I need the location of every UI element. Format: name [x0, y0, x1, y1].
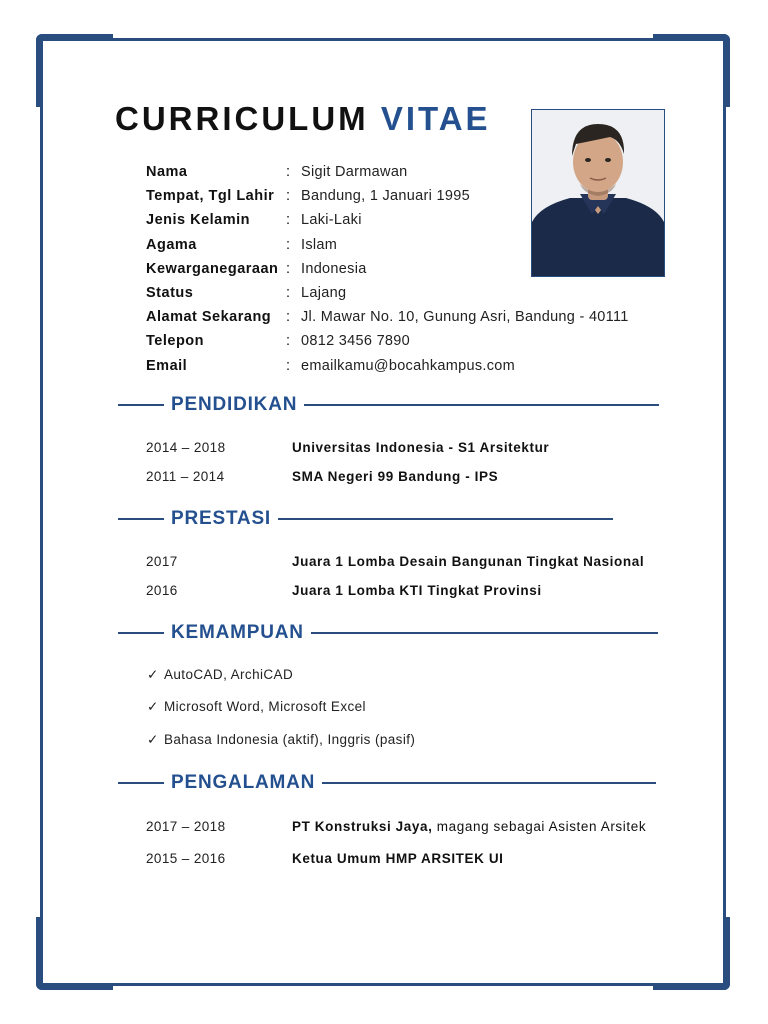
entry-organization: PT Konstruksi Jaya, [292, 819, 433, 834]
frame-corner-bottom-left [36, 917, 113, 990]
info-colon: : [286, 164, 291, 181]
info-label: Kewarganegaraan [146, 260, 279, 277]
entry-period: 2017 – 2018 [146, 819, 226, 834]
education-entry [146, 469, 498, 484]
section-heading-pendidikan [118, 394, 659, 416]
experience-entry [146, 851, 504, 866]
info-row-tempat-tgl-lahir [146, 184, 686, 208]
title-accent: VITAE [380, 100, 491, 137]
skill-item [147, 699, 366, 715]
info-colon: : [286, 212, 291, 229]
entry-description [292, 819, 646, 834]
info-row-status [146, 281, 686, 305]
frame-corner-top-right [653, 34, 730, 107]
entry-period: 2014 – 2018 [146, 440, 226, 455]
info-value: Sigit Darmawan [301, 164, 408, 181]
check-icon: ✓ [147, 732, 159, 747]
info-label: Telepon [146, 333, 205, 350]
info-value: Jl. Mawar No. 10, Gunung Asri, Bandung - 40111 [301, 309, 629, 326]
info-colon: : [286, 260, 291, 277]
personal-info [146, 160, 686, 378]
frame-line-left [40, 94, 42, 930]
entry-description: Universitas Indonesia - S1 Arsitektur [292, 440, 550, 455]
entry-role: magang sebagai Asisten Arsitek [432, 819, 647, 834]
heading-rule [311, 632, 658, 634]
achievement-entry [146, 554, 644, 569]
info-colon: : [286, 309, 291, 326]
entry-description: Juara 1 Lomba Desain Bangunan Tingkat Nasional [292, 554, 645, 569]
info-row-alamat [146, 305, 686, 329]
info-row-email [146, 354, 686, 378]
info-colon: : [286, 285, 291, 302]
entry-period: 2017 [146, 554, 178, 569]
heading-rule [118, 404, 164, 406]
entry-period: 2015 – 2016 [146, 851, 226, 866]
heading-rule [118, 518, 164, 520]
check-icon: ✓ [147, 699, 159, 714]
info-label: Agama [146, 236, 197, 253]
info-row-jenis-kelamin [146, 208, 686, 232]
info-value: emailkamu@bocahkampus.com [301, 357, 516, 374]
entry-period: 2016 [146, 583, 178, 598]
section-heading-kemampuan [118, 622, 658, 644]
heading-rule [322, 782, 656, 784]
section-heading-pengalaman [118, 772, 656, 794]
check-icon: ✓ [147, 667, 159, 682]
info-value: Laki-Laki [301, 212, 362, 229]
info-value: Islam [301, 236, 338, 253]
entry-period: 2011 – 2014 [146, 469, 225, 484]
info-colon: : [286, 188, 291, 205]
frame-corner-bottom-right [653, 917, 730, 990]
heading-rule [304, 404, 659, 406]
experience-entry [146, 819, 646, 834]
achievement-entry [146, 583, 542, 598]
section-title: PRESTASI [171, 508, 272, 529]
info-value: 0812 3456 7890 [301, 333, 411, 350]
info-row-telepon [146, 329, 686, 353]
entry-organization: Ketua Umum HMP ARSITEK UI [292, 851, 504, 866]
section-title: KEMAMPUAN [171, 622, 304, 643]
skill-text: Bahasa Indonesia (aktif), Inggris (pasif) [164, 732, 416, 747]
info-row-kewarganegaraan [146, 257, 686, 281]
frame-corner-top-left [36, 34, 113, 107]
info-label: Jenis Kelamin [146, 212, 251, 229]
heading-rule [118, 782, 164, 784]
info-value: Bandung, 1 Januari 1995 [301, 188, 470, 205]
info-label: Email [146, 357, 188, 374]
frame-line-top [106, 38, 660, 40]
info-colon: : [286, 236, 291, 253]
info-colon: : [286, 333, 291, 350]
info-label: Alamat Sekarang [146, 309, 272, 326]
entry-description: Juara 1 Lomba KTI Tingkat Provinsi [292, 583, 542, 598]
heading-rule [278, 518, 613, 520]
info-colon: : [286, 357, 291, 374]
section-title: PENGALAMAN [171, 772, 316, 793]
info-label: Nama [146, 164, 188, 181]
entry-description [292, 851, 504, 866]
skill-item [147, 732, 415, 748]
entry-description: SMA Negeri 99 Bandung - IPS [292, 469, 499, 484]
skill-text: Microsoft Word, Microsoft Excel [164, 699, 366, 714]
frame-line-right [724, 94, 726, 930]
info-label: Status [146, 285, 194, 302]
page-title [115, 100, 491, 138]
section-heading-prestasi [118, 508, 613, 530]
education-entry [146, 440, 549, 455]
info-row-nama [146, 160, 686, 184]
title-main: CURRICULUM [115, 100, 369, 137]
info-value: Indonesia [301, 260, 367, 277]
info-row-agama [146, 233, 686, 257]
section-title: PENDIDIKAN [171, 394, 298, 415]
skill-item [147, 667, 293, 683]
frame-line-bottom [106, 984, 660, 986]
skill-text: AutoCAD, ArchiCAD [164, 667, 294, 682]
info-value: Lajang [301, 285, 347, 302]
heading-rule [118, 632, 164, 634]
info-label: Tempat, Tgl Lahir [146, 188, 275, 205]
